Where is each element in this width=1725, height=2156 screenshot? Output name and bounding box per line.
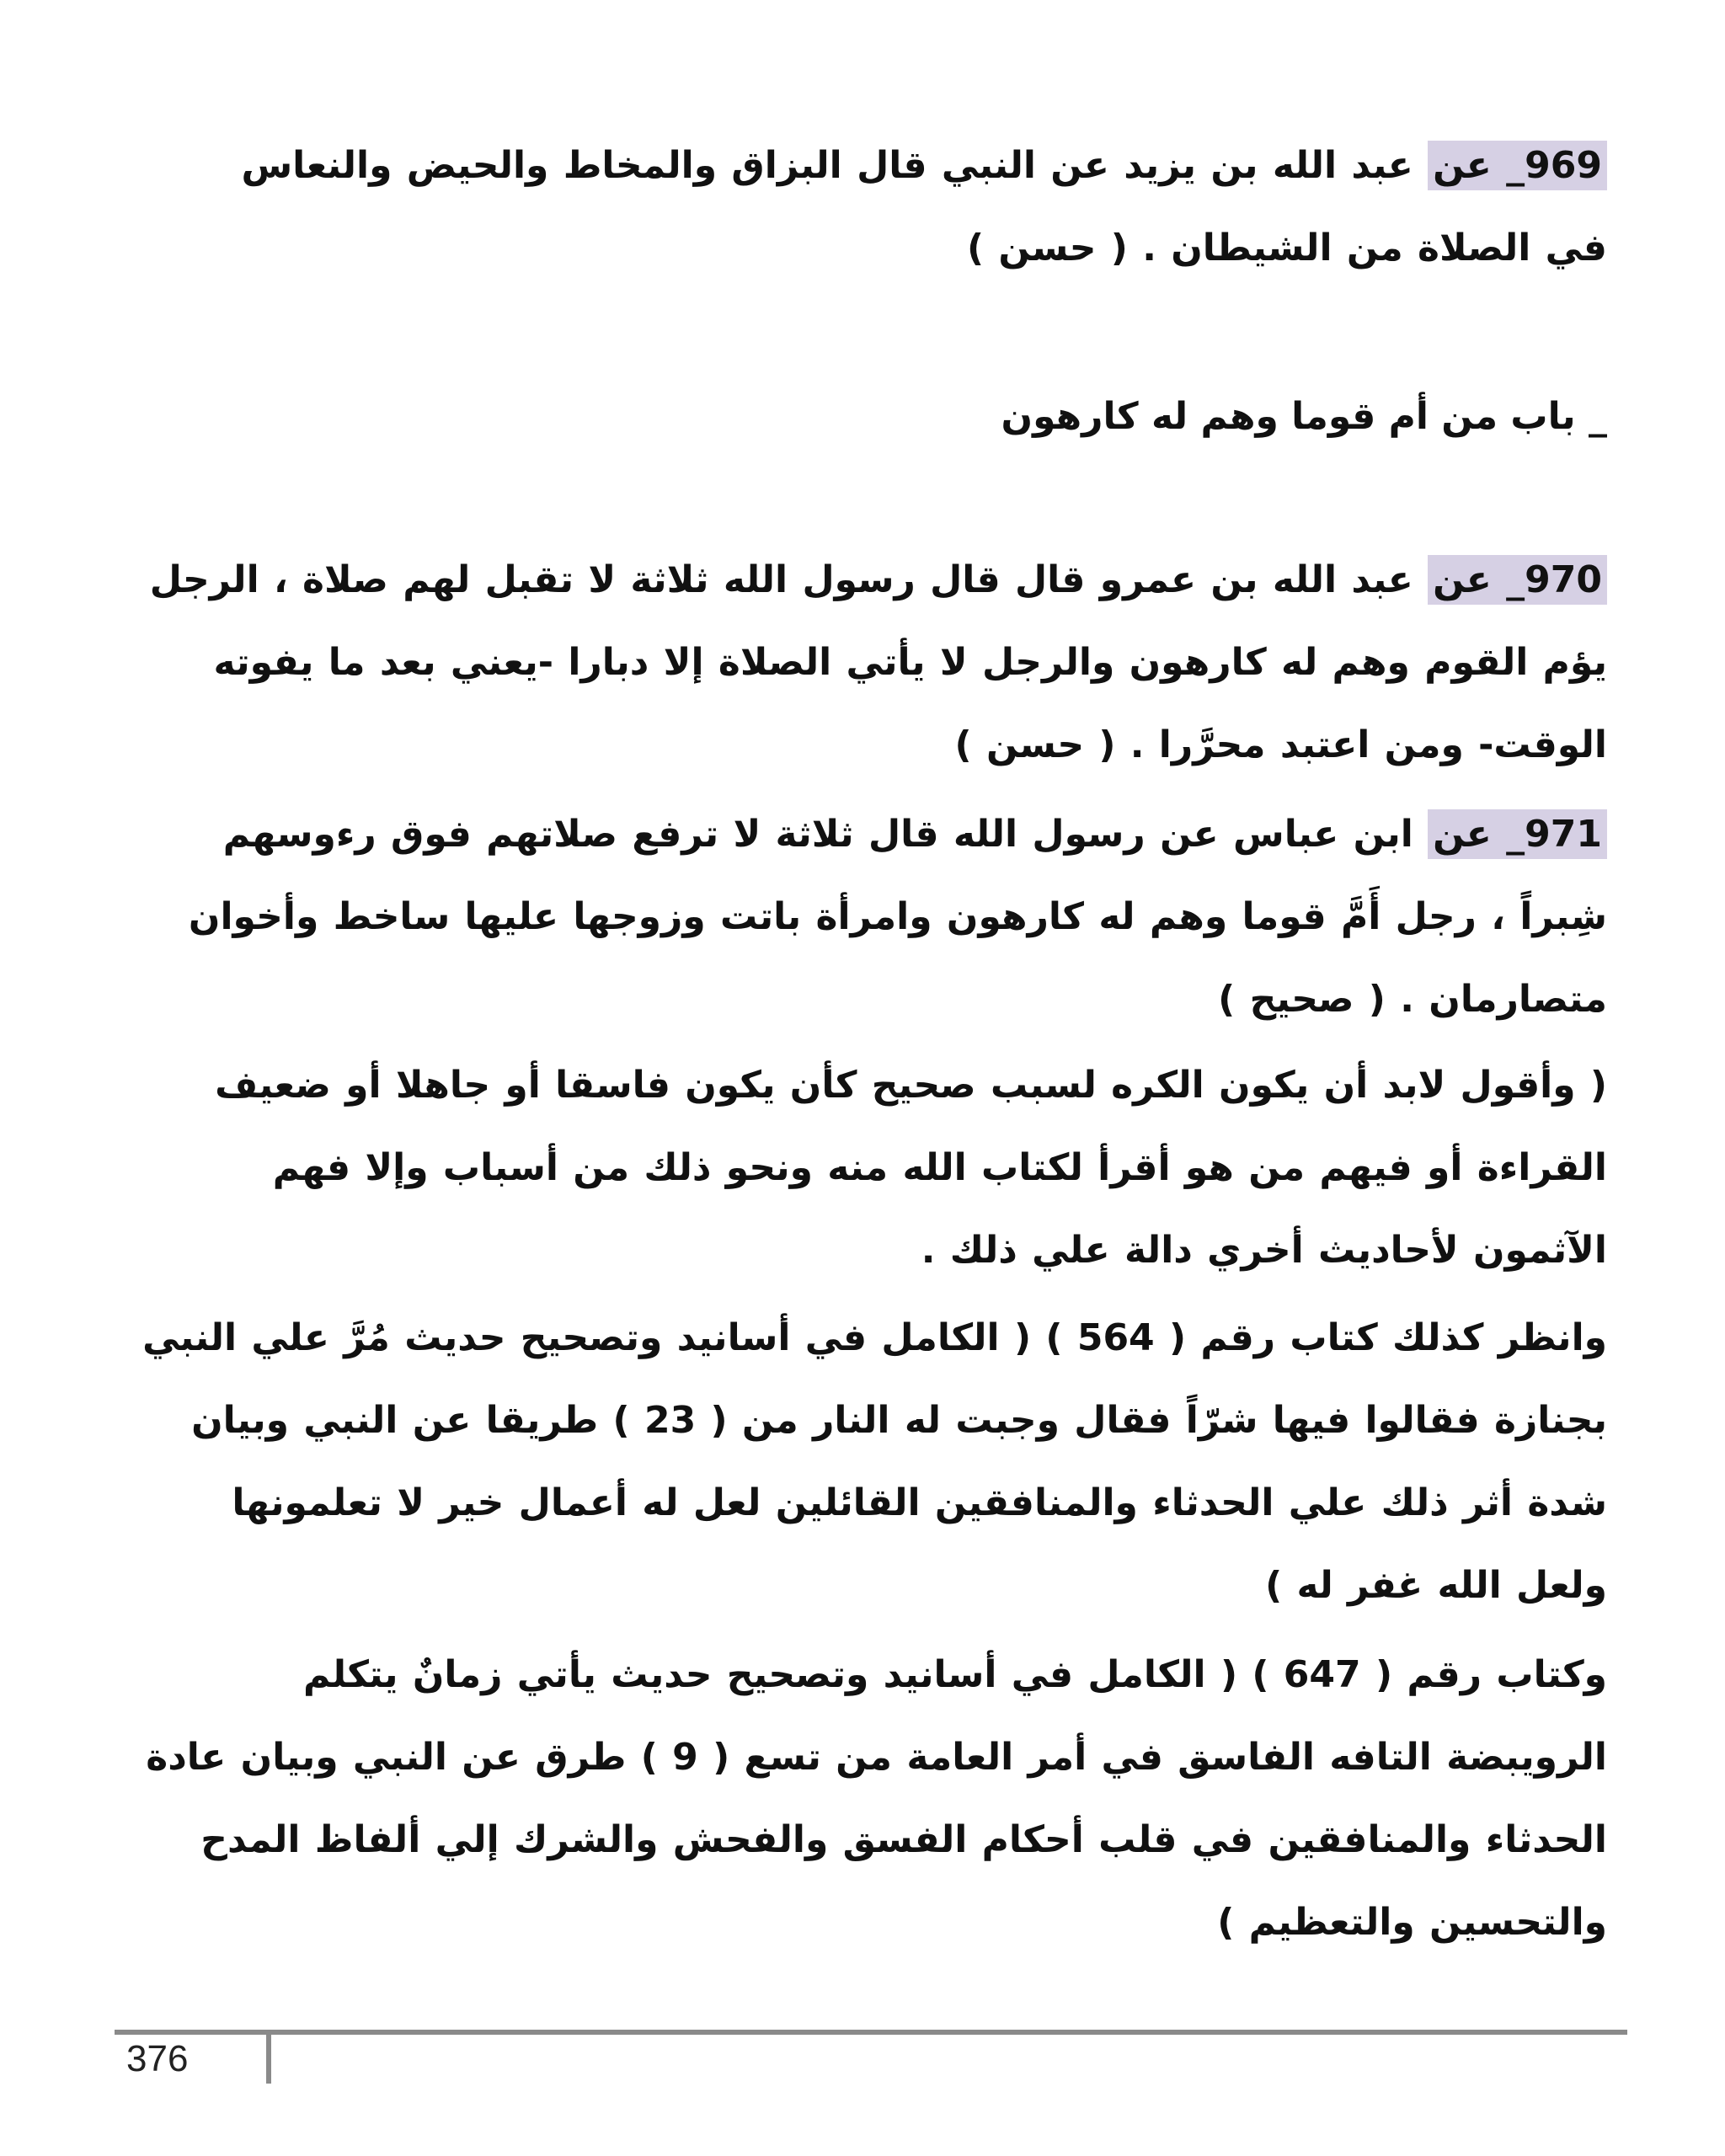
section-heading: _ باب من أم قوما وهم له كارهون [1001, 395, 1607, 438]
footer-divider-tick [266, 2033, 271, 2084]
entry-number-highlight [1428, 809, 1607, 859]
entry-lead-word: عن [1433, 144, 1492, 187]
commentary-paragraph: وكتاب رقم ( 647 ) ( الكامل في أسانيد وتصحيح حديث يأتي زمانٌ يتكلم الرويبضة التافه الفاسق في أمر العامة من تسع ( 9 ) طرق عن النبي وبيان عادة الحدثاء والمنافقين في قلب أحكام الفسق والفحش والشرك إلي ألفاظ المدح والتحسين والتعظيم ) [146, 1653, 1607, 1944]
entry-text: عبد الله بن يزيد عن النبي قال البزاق والمخاط والحيض والنعاس في الصلاة من الشيطان . ( حسن ) [241, 144, 1607, 270]
footer-rule [115, 2030, 1627, 2035]
entry-lead-word: عن [1433, 813, 1492, 856]
commentary-paragraph: ( وأقول لابد أن يكون الكره لسبب صحيح كأن يكون فاسقا أو جاهلا أو ضعيف القراءة أو فيهم من هو أقرأ لكتاب الله منه ونحو ذلك من أسباب وإلا فهم الآثمون لأحاديث أخري دالة علي ذلك . [215, 1064, 1607, 1272]
hadith-entry-971 [142, 793, 1607, 1041]
hadith-entry-970 [142, 539, 1607, 787]
commentary-paragraph: وانظر كذلك كتاب رقم ( 564 ) ( الكامل في أسانيد وتصحيح حديث مُرَّ علي النبي بجنازة فقالوا فيها شرّاً فقال وجبت له النار من ( 23 ) طريقا عن النبي وبيان شدة أثر ذلك علي الحدثاء والمنافقين القائلين لعل له أعمال خير لا تعلمونها ولعل الله غفر له ) [142, 1316, 1607, 1607]
entry-number-highlight [1428, 555, 1607, 605]
entry-number: 969_ [1506, 144, 1602, 187]
page-number: 376 [126, 2038, 189, 2079]
entry-text: ابن عباس عن رسول الله قال ثلاثة لا ترفع صلاتهم فوق رءوسهم شِبراً ، رجل أَمَّ قوما وهم له كارهون وامرأة باتت وزوجها عليها ساخط وأخوان متصارمان . ( صحيح ) [188, 813, 1607, 1021]
entry-text: عبد الله بن عمرو قال قال رسول الله ثلاثة لا تقبل لهم صلاة ، الرجل يؤم القوم وهم له كارهون والرجل لا يأتي الصلاة إلا دبارا -يعني بعد ما يفوته الوقت- ومن اعتبد محرَّرا . ( حسن ) [149, 558, 1607, 766]
entry-number: 970_ [1506, 558, 1602, 601]
entry-number: 971_ [1506, 813, 1602, 856]
hadith-entry-969 [226, 125, 1607, 290]
entry-lead-word: عن [1433, 558, 1492, 601]
entry-number-highlight [1428, 141, 1607, 190]
